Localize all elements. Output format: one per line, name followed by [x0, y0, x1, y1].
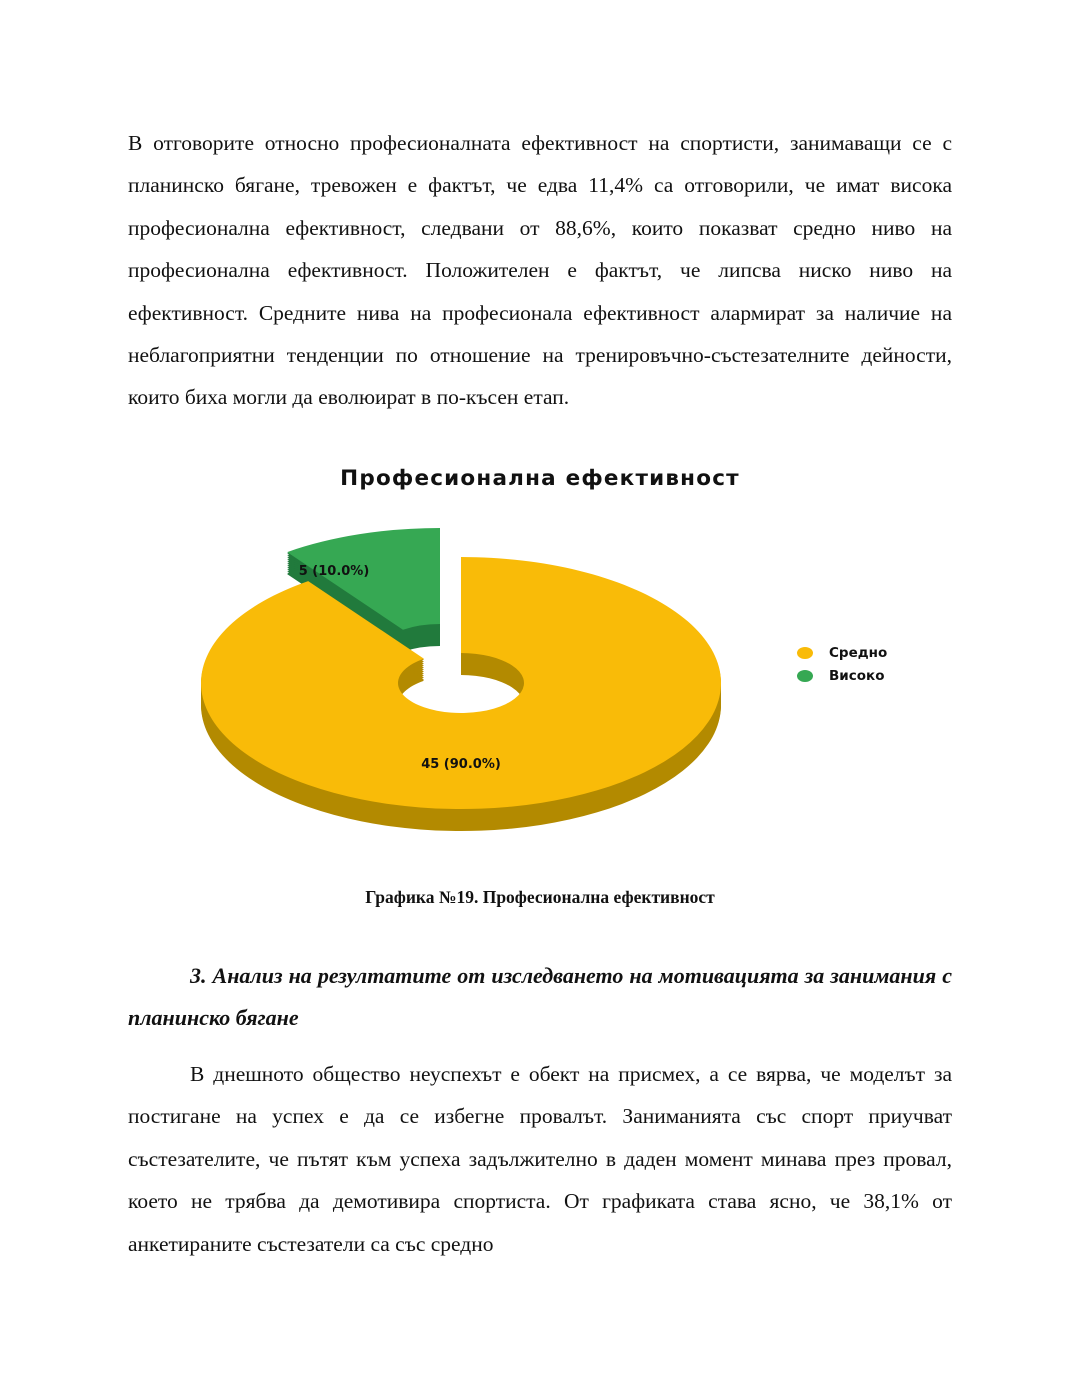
body-paragraph: В днешното общество неуспехът е обект на присмех, а се вярва, че моделът за постигане на успех е да се избегне провалът. Заниманията със спорт приучват състезателите, че пътят към успеха задължително в даден момент минава през провал, което не трябва да демотивира спортиста. От графиката става ясно, че 38,1% от анкетираните състезатели са със средно	[128, 1062, 952, 1256]
chart-legend	[797, 641, 887, 687]
section-heading: 3. Анализ на резултатите от изследването на мотивацията за занимания с планинско бягане	[128, 963, 952, 1031]
legend-swatch-sredno	[797, 647, 813, 659]
legend-item-sredno	[797, 641, 887, 664]
legend-label-sredno: Средно	[829, 644, 888, 661]
legend-item-visoko	[797, 664, 887, 687]
chart-title: Професионална ефективност	[340, 466, 740, 491]
data-label-1: 5 (10.0%)	[298, 564, 370, 579]
legend-label-visoko: Високо	[829, 667, 885, 684]
legend-swatch-visoko	[797, 670, 813, 682]
data-label-0: 45 (90.0%)	[421, 757, 501, 772]
figure-caption: Графика №19. Професионална ефективност	[365, 887, 715, 907]
pie-chart	[140, 505, 740, 845]
intro-paragraph: В отговорите относно професионалната ефективност на спортисти, занимаващи се с планинско бягане, тревожен е фактът, че едва 11,4% са отговорили, че имат висока професионална ефективност, следвани от 88,6%, които показват средно ниво на професионална ефективност. Положителен е фактът, че липсва ниско ниво на ефективност. Средните нива на професионала ефективност алармират за наличие на неблагоприятни тенденции по отношение на тренировъчно-състезателните дейности, които биха могли да еволюират в по-късен етап.	[128, 131, 952, 410]
